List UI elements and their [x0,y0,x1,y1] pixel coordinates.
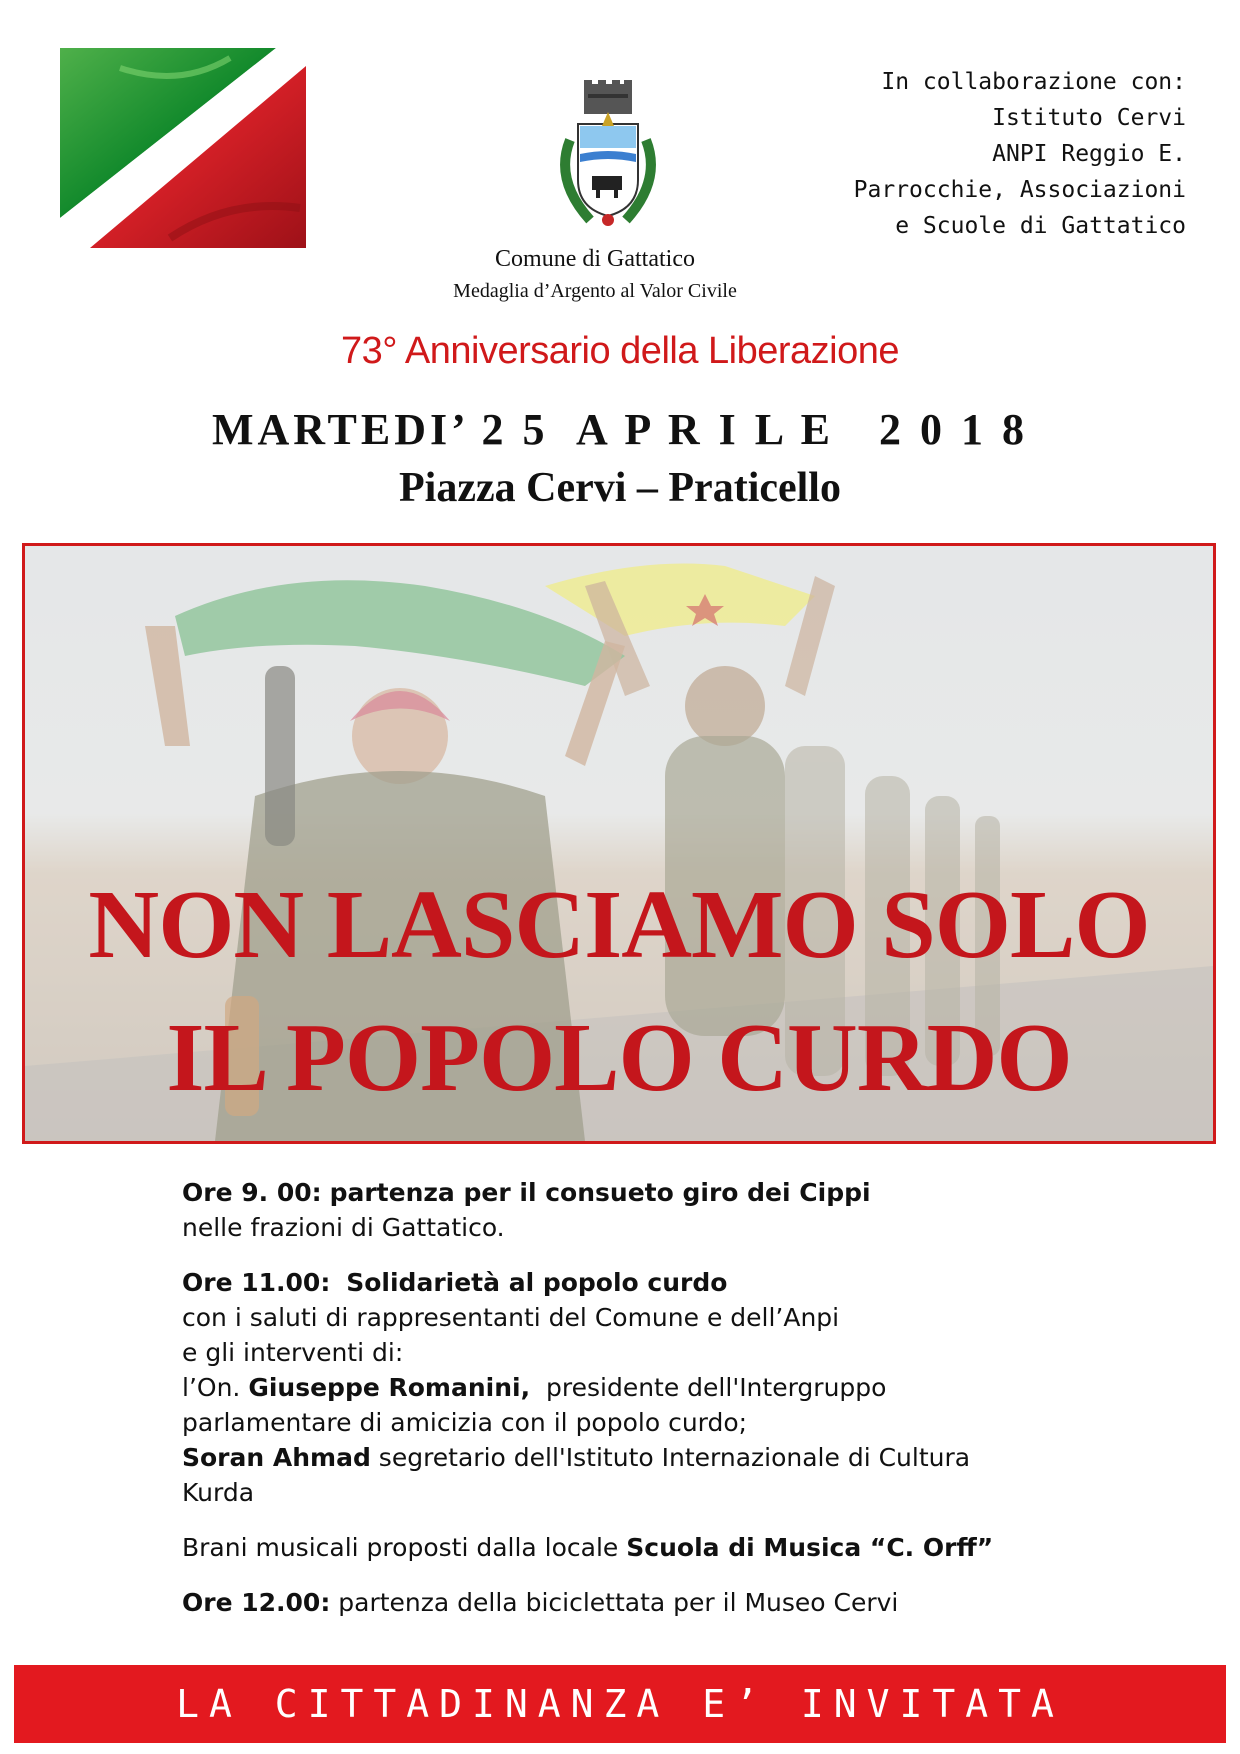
program-text: segretario dell'Istituto Internazionale di Cultura [378,1443,971,1472]
speaker-name: Giuseppe Romanini, [248,1373,531,1402]
program-text: presidente dell'Intergruppo [546,1373,887,1402]
collaboration-line: ANPI Reggio E. [992,141,1186,167]
event-program [182,1175,1192,1640]
program-description: con i saluti di rappresentanti del Comune e dell’Anpi [182,1303,840,1332]
anniversary-title: 73° Anniversario della Liberazione [340,330,899,372]
collaboration-line: e Scuole di Gattatico [895,213,1186,239]
program-time: Ore 11.00: [182,1268,331,1297]
music-school-name: Scuola di Musica “C. Orff” [626,1533,994,1562]
program-description: partenza della biciclettata per il Museo Cervi [338,1588,899,1617]
collaboration-line: In collaborazione con: [881,69,1186,95]
program-time: Ore 12.00: [182,1588,331,1617]
collaboration-line: Parrocchie, Associazioni [853,177,1186,203]
comune-medal-subtitle: Medaglia d’Argento al Valor Civile [453,280,737,302]
event-date: MARTEDI’ 2 5 A P R I L E 2 0 1 8 [211,405,1029,454]
program-description: parlamentare di amicizia con il popolo curdo; [182,1408,748,1437]
program-item [182,1585,1192,1620]
program-item [182,1265,1192,1510]
program-description: e gli interventi di: [182,1338,404,1367]
slogan-line-1: NON LASCIAMO SOLO [88,871,1150,979]
invitation-banner: LA CITTADINANZA E’ INVITATA [14,1665,1226,1743]
program-item [182,1530,1192,1565]
collaboration-line: Istituto Cervi [992,105,1186,131]
program-title: partenza per il consueto giro dei Cippi [329,1178,871,1207]
speaker-name: Soran Ahmad [182,1443,371,1472]
slogan-line-2: IL POPOLO CURDO [166,1004,1072,1112]
comune-name: Comune di Gattatico [495,246,695,272]
program-description: Kurda [182,1478,255,1507]
program-item [182,1175,1192,1245]
program-text: Brani musicali proposti dalla locale [182,1533,619,1562]
event-place: Piazza Cervi – Praticello [399,465,841,511]
hero-photo [22,543,1216,1144]
program-title: Solidarietà al popolo curdo [346,1268,728,1297]
program-text: l’On. [182,1373,241,1402]
collaboration-list [854,64,1186,244]
program-time: Ore 9. 00: [182,1178,322,1207]
program-description: nelle frazioni di Gattatico. [182,1213,505,1242]
municipal-coat-of-arms-icon [550,80,666,230]
italian-flag-icon [60,48,306,248]
